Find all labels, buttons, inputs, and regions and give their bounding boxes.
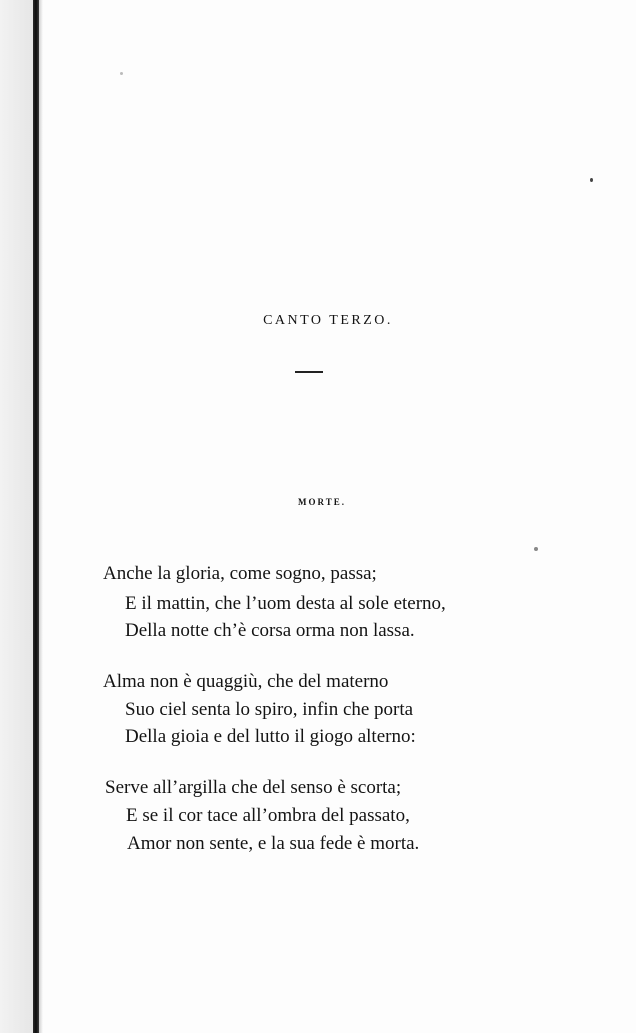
ink-speck — [120, 72, 123, 75]
verse-line: Alma non è quaggiù, che del materno — [103, 671, 389, 692]
section-title: MORTE. — [298, 497, 346, 507]
binding-shadow — [39, 0, 43, 1033]
verse-line: Anche la gloria, come sogno, passa; — [103, 563, 377, 584]
verse-line: E il mattin, che l’uom desta al sole eterno, — [125, 593, 446, 614]
verse-line: Della notte ch’è corsa orma non lassa. — [125, 620, 415, 641]
verse-line: Della gioia e del lutto il giogo alterno: — [125, 726, 416, 747]
page-gutter — [0, 0, 33, 1033]
verse-line: Suo ciel senta lo spiro, infin che porta — [125, 699, 414, 720]
title-rule — [295, 371, 323, 373]
verse-line: Amor non sente, e la sua fede è morta. — [127, 833, 420, 854]
verse-line: E se il cor tace all’ombra del passato, — [126, 805, 410, 826]
canto-title: CANTO TERZO. — [263, 313, 393, 328]
verse-line: Serve all’argilla che del senso è scorta; — [105, 777, 402, 798]
ink-speck — [534, 547, 538, 551]
ink-speck — [590, 178, 593, 182]
